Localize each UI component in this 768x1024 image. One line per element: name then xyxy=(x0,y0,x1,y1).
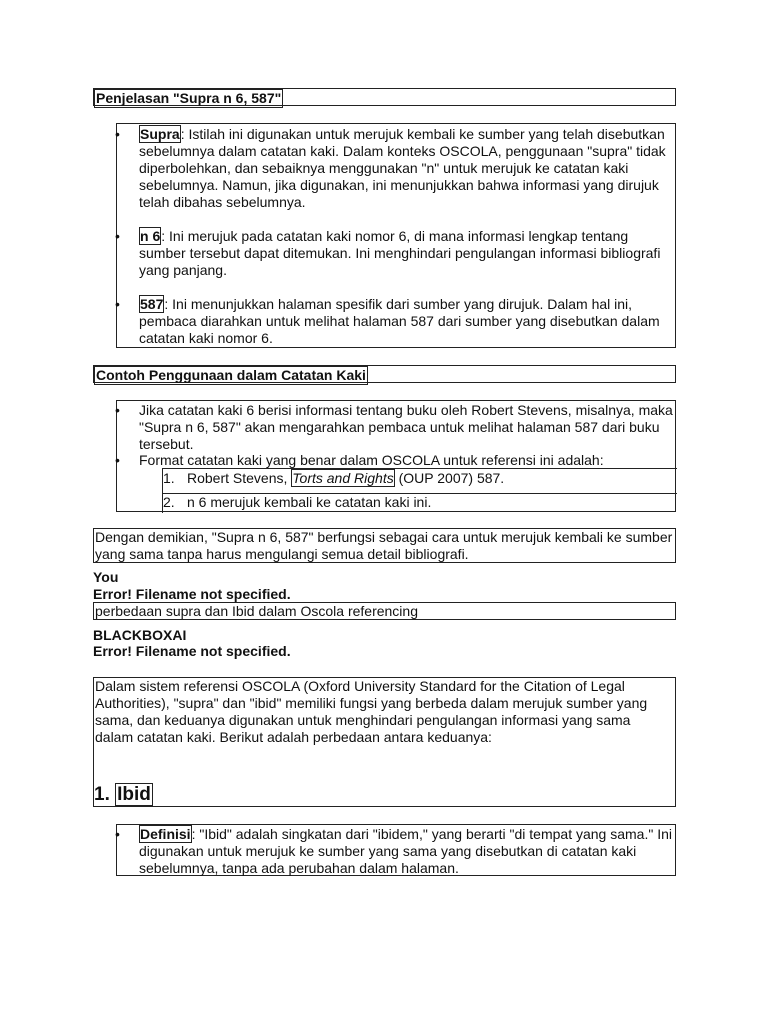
ordered-item-1 xyxy=(163,470,677,487)
bullet-icon: • xyxy=(115,452,120,468)
conclusion-paragraph xyxy=(93,528,676,563)
bot-label: BLACKBOXAI xyxy=(93,627,187,643)
list-item-example-1 xyxy=(115,402,674,453)
item-text: : "Ibid" adalah singkatan dari "ibidem," yang berarti "di tempat yang sama." Ini digunakan untuk merujuk ke sumber yang sama yang disebutkan di catatan kaki sebelumnya, tanpa ada perubahan dalam halaman. xyxy=(139,826,672,876)
bullet-icon: • xyxy=(115,228,120,244)
ordered-list xyxy=(162,468,677,513)
item-text: Jika catatan kaki 6 berisi informasi tentang buku oleh Robert Stevens, misalnya, maka "Supra n 6, 587" akan mengarahkan pembaca untuk melihat halaman 587 dari buku tersebut. xyxy=(139,402,673,452)
heading-number: 1. xyxy=(94,784,110,805)
section-heading-contoh xyxy=(93,365,676,383)
definition-list xyxy=(116,123,676,348)
section-title: Penjelasan "Supra n 6, 587" xyxy=(96,90,282,106)
item-text: Format catatan kaki yang benar dalam OSCOLA untuk referensi ini adalah: xyxy=(139,452,604,468)
ordered-number: 1. xyxy=(163,470,175,486)
bullet-icon: • xyxy=(115,402,120,418)
book-title: Torts and Rights xyxy=(292,470,394,486)
term-definisi: Definisi xyxy=(140,826,191,842)
list-item-supra xyxy=(115,126,674,211)
ordered-number: 2. xyxy=(163,494,175,510)
bullet-icon: • xyxy=(115,826,120,842)
term-supra: Supra xyxy=(140,126,180,142)
term-587: 587 xyxy=(140,296,164,312)
error-message: Error! Filename not specified. xyxy=(93,586,291,602)
section-heading-penjelasan xyxy=(93,88,676,106)
item-text: : Istilah ini digunakan untuk merujuk kembali ke sumber yang telah disebutkan sebelumnya dalam catatan kaki. Dalam konteks OSCOLA, penggunaan "supra" tidak diperbolehkan, dan sebaiknya menggunakan "n" untuk merujuk ke catatan kaki sebelumnya. Namun, jika digunakan, ini menunjukkan bahwa informasi yang dirujuk telah dibahas sebelumnya. xyxy=(139,126,666,210)
item-text: : Ini menunjukkan halaman spesifik dari sumber yang dirujuk. Dalam hal ini, pembaca diarahkan untuk melihat halaman 587 dari sumber yang disebutkan dalam catatan kaki nomor 6. xyxy=(139,296,660,346)
ibid-section xyxy=(93,677,676,807)
ibid-heading xyxy=(94,784,153,806)
heading-text: Ibid xyxy=(117,784,151,805)
ordered-item-2 xyxy=(163,493,677,511)
ibid-definition-list xyxy=(116,824,676,876)
list-item-587 xyxy=(115,296,674,347)
list-item-example-2 xyxy=(115,452,674,469)
item-text: : Ini merujuk pada catatan kaki nomor 6, di mana informasi lengkap tentang sumber tersebut dapat ditemukan. Ini menghindari pengulangan informasi bibliografi yang panjang. xyxy=(139,228,661,278)
list-item-definisi xyxy=(115,826,674,877)
list-item-n6 xyxy=(115,228,674,279)
user-message-text: perbedaan supra dan Ibid dalam Oscola referencing xyxy=(95,603,418,619)
user-label: You xyxy=(93,569,119,585)
bullet-icon: • xyxy=(115,126,120,142)
error-message: Error! Filename not specified. xyxy=(93,643,291,659)
example-list xyxy=(116,400,676,512)
term-n6: n 6 xyxy=(140,228,161,244)
intro-paragraph: Dalam sistem referensi OSCOLA (Oxford University Standard for the Citation of Legal Authorities), "supra" dan "ibid" memiliki fungsi yang berbeda dalam merujuk sumber yang sama, dan keduanya digunakan untuk menghindari pengulangan informasi yang sama dalam catatan kaki. Berikut adalah perbedaan antara keduanya: xyxy=(95,678,648,745)
section-title: Contoh Penggunaan dalam Catatan Kaki xyxy=(96,367,366,383)
ordered-text-post: (OUP 2007) 587. xyxy=(394,470,505,486)
user-message xyxy=(93,602,676,620)
ordered-text: n 6 merujuk kembali ke catatan kaki ini. xyxy=(187,494,432,510)
bullet-icon: • xyxy=(115,296,120,312)
conclusion-text: Dengan demikian, "Supra n 6, 587" berfungsi sebagai cara untuk merujuk kembali ke sumber yang sama tanpa harus mengulangi semua detail bibliografi. xyxy=(95,529,673,562)
ordered-text: Robert Stevens, xyxy=(187,470,292,486)
